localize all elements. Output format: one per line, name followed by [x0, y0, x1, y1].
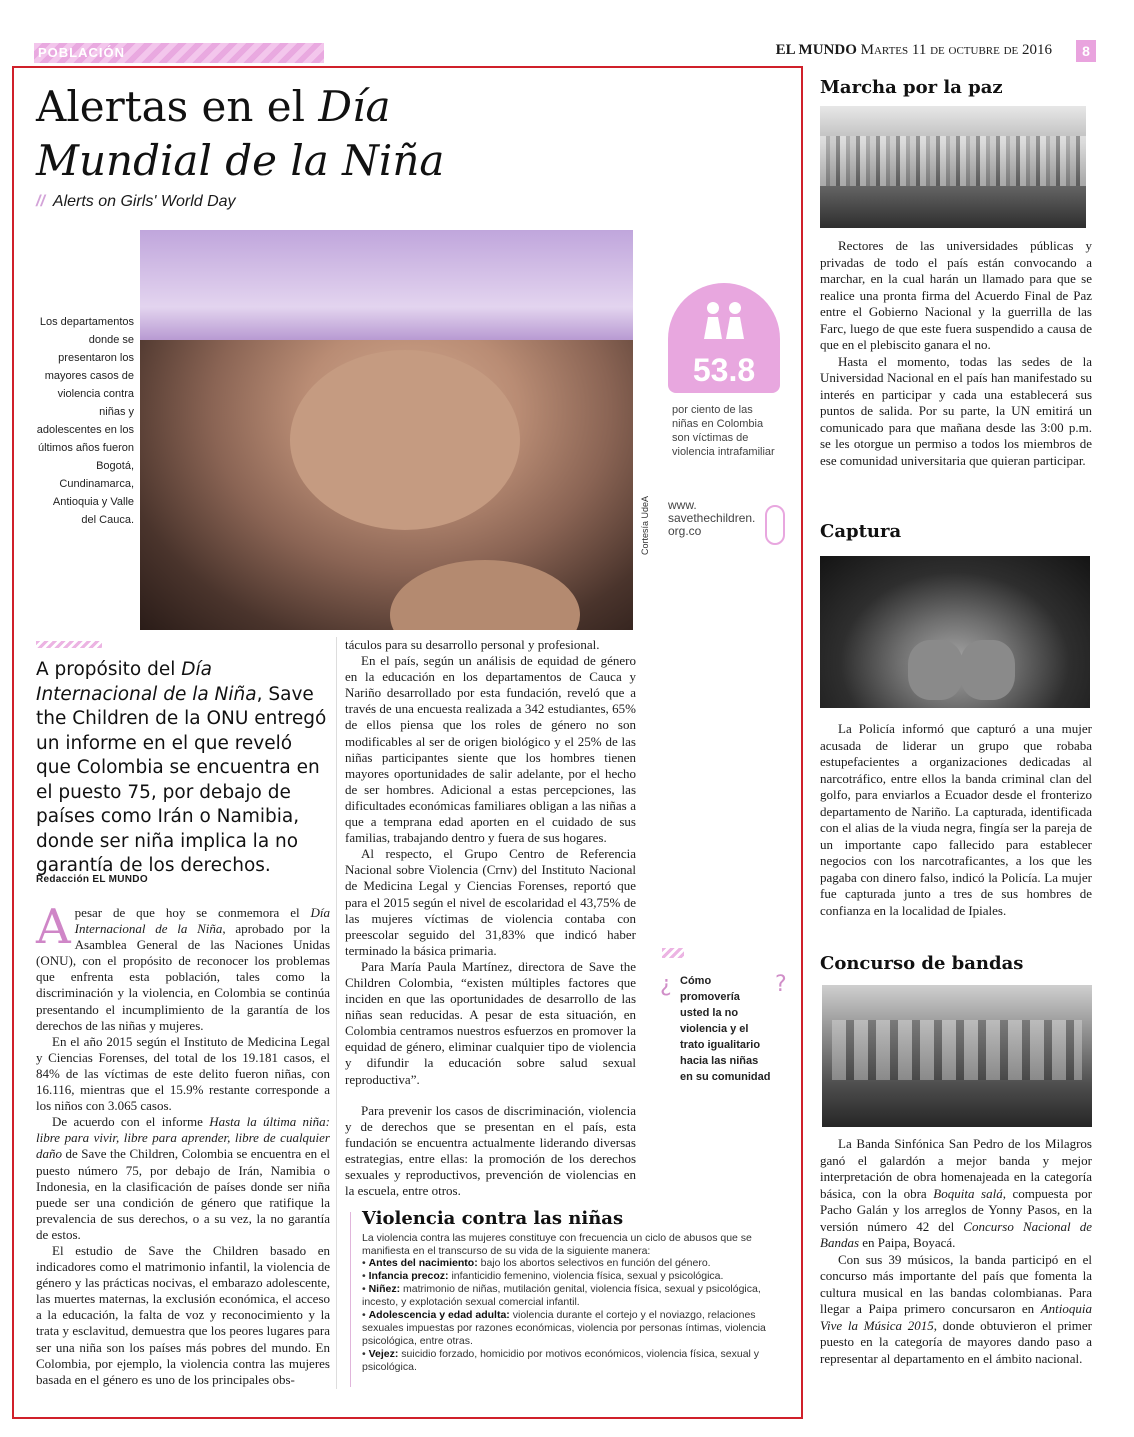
masthead	[776, 42, 1052, 59]
column-divider	[336, 637, 337, 1389]
sidebar-story-bandas	[820, 1136, 1092, 1367]
list-item: • Adolescencia y edad adulta: violencia durante el cortejo y el noviazgo, relaciones sexuales impuestas por razones económicas, violencia por personas íntimas, violencia psicológica, entre otras.	[362, 1309, 784, 1348]
box-intro: La violencia contra las mujeres constituye con frecuencia un ciclo de abusos que se manifiesta en el transcurso de su vida de la siguiente manera:	[362, 1232, 752, 1257]
list-item: • Niñez: matrimonio de niñas, mutilación genital, violencia física, sexual y psicológica, incesto, y explotación sexual comercial infantil.	[362, 1283, 784, 1309]
sidebar-title-bandas: Concurso de bandas	[820, 953, 1024, 974]
website: www. savethechildren. org.co	[668, 498, 756, 538]
list-item: • Antes del nacimiento: bajo los abortos selectivos en función del género.	[362, 1257, 784, 1270]
paper-name: EL MUNDO	[775, 42, 857, 58]
list-item: • Vejez: suicidio forzado, homicidio por motivos económicos, violencia física, sexual y psicológica.	[362, 1348, 784, 1374]
stat-box	[668, 283, 780, 459]
sidebar-story-marcha	[820, 238, 1092, 469]
subtitle-slashes: //	[36, 193, 45, 210]
sidebar-title-captura: Captura	[820, 521, 902, 542]
article-title: Alertas en el Día Mundial de la Niña	[36, 82, 445, 185]
photo-caption: Los departamentos donde se presentaron los mayores casos de violencia contra niñas y adolescentes en los últimos años fueron Bogotá, Cundinamarca, Antioquia y Valle del Cauca.	[36, 316, 134, 526]
sidebar-paragraph: La Banda Sinfónica San Pedro de los Milagros ganó el galardón a mejor banda y mejor interpretación de obra homenajeada en la categoría básica, con la obra Boquita salá, compuesta por Pacho Galán y los arreglos de Yonny Pasos, en la versión número 42 del Concurso Nacional de Bandas en Paipa, Boyacá.	[820, 1136, 1093, 1250]
sidebar-title-marcha: Marcha por la paz	[820, 77, 1003, 98]
body-paragraph: Para María Paula Martínez, directora de Save the Children Colombia, “existen múltiples factores que inciden en que las oportunidades de desarrollo de las niñas sean reducidas. A pesar de esta situación, en Colombia centramos nuestros esfuerzos en promover la equidad de género, eliminar cualquier tipo de violencia y difundir la educación sobre salud sexual reproductiva”.	[345, 958, 636, 1087]
handcuffs-photo	[820, 556, 1090, 708]
question-mark-decor	[662, 948, 684, 958]
band-photo	[822, 985, 1092, 1127]
main-photo	[140, 230, 633, 630]
box-rule	[350, 1212, 351, 1387]
sidebar-story-captura	[820, 721, 1092, 919]
body-paragraph: En el año 2015 según el Instituto de Medicina Legal y Ciencias Forenses, del total de los 19.181 casos, el 84% de las víctimas de este delito fueron niñas, con 16.116, mientras que el 15.9% restante corresponde a los niños con 3.065 casos.	[36, 1033, 330, 1114]
article-subtitle: // Alerts on Girls' World Day	[36, 193, 236, 210]
body-column-3	[345, 1103, 636, 1200]
section-label: POBLACIÓN	[38, 45, 125, 60]
body-column-1	[36, 899, 330, 1388]
body-column-2	[345, 637, 636, 1088]
body-paragraph: Apesar de que hoy se conmemora el Día Internacional de la Niña, aprobado por la Asamblea General de las Naciones Unidas (ONU), con el propósito de reconocer los problemas que enfrenta esta población, tales como la discriminación y la violencia, en Colombia se continúa presentando el incumplimiento de la garantía de los derechos de las niñas y mujeres.	[36, 899, 330, 1033]
box-list	[362, 1257, 784, 1374]
body-paragraph: De acuerdo con el informe Hasta la última niña: libre para vivir, libre para aprender, libre de cualquier daño de Save the Children, Colombia se encuentra en el puesto número 75, por debajo de Irán, Namibia o Indonesia, en la clasificación de países donde ser niña puede ser una condición de género que ratifique la prevalencia de sus derechos, o a su vez, la no garantía de estos.	[36, 1114, 330, 1242]
sidebar-paragraph: Rectores de las universidades públicas y privadas de todo el país están convocando a marchar, en la cual harán un llamado para que se realice una pronta firma del Acuerdo Final de Paz entre el Gobierno Nacional y la guerrilla de las Farc, luego de que este fuera suspendido a causa de que en el plebiscito ganara el no.	[820, 238, 1092, 352]
body-paragraph: Al respecto, el Grupo Centro de Referencia Nacional sobre Violencia (Crnv) del Instituto Nacional de Medicina Legal y Ciencias Forenses, reportó que para el 2015 según el nivel de escolaridad el 43,75% de las mujeres víctimas de violencia contaba con preescolar seguido del 31,83% que indicó haber terminado la básica primaria.	[345, 846, 636, 958]
list-item: • Infancia precoz: infanticidio femenino, violencia física, sexual y psicológica.	[362, 1270, 784, 1283]
reader-question: Cómo promovería usted la no violencia y el trato igualitario hacia las niñas en su comunidad	[680, 975, 771, 1083]
question-open-icon: ¿	[660, 972, 672, 997]
byline: Redacción EL MUNDO	[36, 874, 148, 885]
box-title: Violencia contra las niñas	[362, 1208, 624, 1229]
sidebar-paragraph: La Policía informó que capturó a una mujer acusada de liderar un grupo que robaba estupefacientes a organizaciones dedicadas al narcotráfico, entre ellos la banda criminal clan del golfo, para enviarlos a Ecuador desde el fronterizo departamento de Nariño. La capturada, identificada con el alias de la viuda negra, fingía ser la pareja de un importante capo fallecido para establecer negocios con los narcotraficantes, a los que les pagaba con dinero falso, indicó la Policía. La mujer fue capturada junto a tres de sus hombres de confianza en la localidad de Ipiales.	[820, 721, 1092, 918]
page-number: 8	[1076, 40, 1096, 62]
lead-paragraph: A propósito del Día Internacional de la Niña, Save the Children de la ONU entregó un informe en el que reveló que Colombia se encuentra en el puesto 75, por debajo de países como Irán o Namibia, donde ser niña implica la no garantía de los derechos.	[36, 659, 327, 876]
lead-mark	[36, 641, 102, 648]
mouse-icon	[765, 505, 785, 545]
photo-credit: Cortesía UdeA	[640, 495, 650, 555]
body-paragraph: Para prevenir los casos de discriminación, violencia y de derechos que se presentan en el país, esta fundación se encuentra actualmente liderando diversas estrategias, entre ellas: la promoción de los derechos sexuales y reproductivos, prevención de violencias en la escuela, entre otros.	[345, 1103, 636, 1199]
section-tag	[34, 43, 324, 63]
body-paragraph: El estudio de Save the Children basado en indicadores como el matrimonio infantil, la violencia de género y las prácticas nocivas, el embarazo adolescente, las muertes maternas, la exclusión económica, el acceso a la educación, la falta de voz y reconocimiento y la trata y esclavitud, demuestra que los peores lugares para ser una niña son los países más pobres del mundo. En Colombia, por ejemplo, la violencia contra las mujeres basada en el género es uno de los principales obs-	[36, 1242, 330, 1387]
sidebar-paragraph: Hasta el momento, todas las sedes de la Universidad Nacional en el país han manifestado su interés en participar y cada una establecerá sus puntos de salida. Por su parte, la UN emitirá un comunicado para que mañana desde las 3:00 p.m. se les otorgue un permiso a todos los miembros de ese comunidad universitaria que quieran participar.	[820, 353, 1092, 468]
sidebar-paragraph: Con sus 39 músicos, la banda participó en el concurso más importante del país que fomenta la cultura musical en las bandas colombianas. Para llegar a Paipa primero concursaron en Antioquia Vive la Música 2015, donde obtuvieron el primer puesto en la categoría de mayores dando paso a representar al departamento en el ámbito nacional.	[820, 1251, 1092, 1366]
stat-value: 53.8	[692, 352, 756, 388]
body-paragraph: En el país, según un análisis de equidad de género en la educación en los departamentos de Cauca y Nariño desarrollado por esta fundación, reveló que a través de una encuesta realizada a 342 estudiantes, 65% de ellos piensa que los roles de género no son modificables al ser de origen biológico y el 25% de las niñas participantes siente que los hombres tienen mayores oportunidades de salir adelante, por el hecho de ser hombres. Adicional a estas percepciones, las dificultades económicas familiares obligan a las niñas a que a temprana edad aporten en el cuidado de sus familias, trabajando dentro y fuera de sus hogares.	[345, 653, 636, 846]
question-close-icon: ?	[775, 972, 787, 997]
march-photo	[820, 106, 1086, 228]
body-paragraph: táculos para su desarrollo personal y profesional.	[345, 637, 600, 652]
violence-box	[352, 1208, 784, 1374]
girls-icon	[698, 301, 750, 341]
dropcap: A	[36, 899, 71, 955]
stat-text: por ciento de las niñas en Colombia son víctimas de violencia intrafamiliar	[672, 404, 775, 458]
issue-date: Martes 11 de octubre de 2016	[860, 42, 1052, 58]
